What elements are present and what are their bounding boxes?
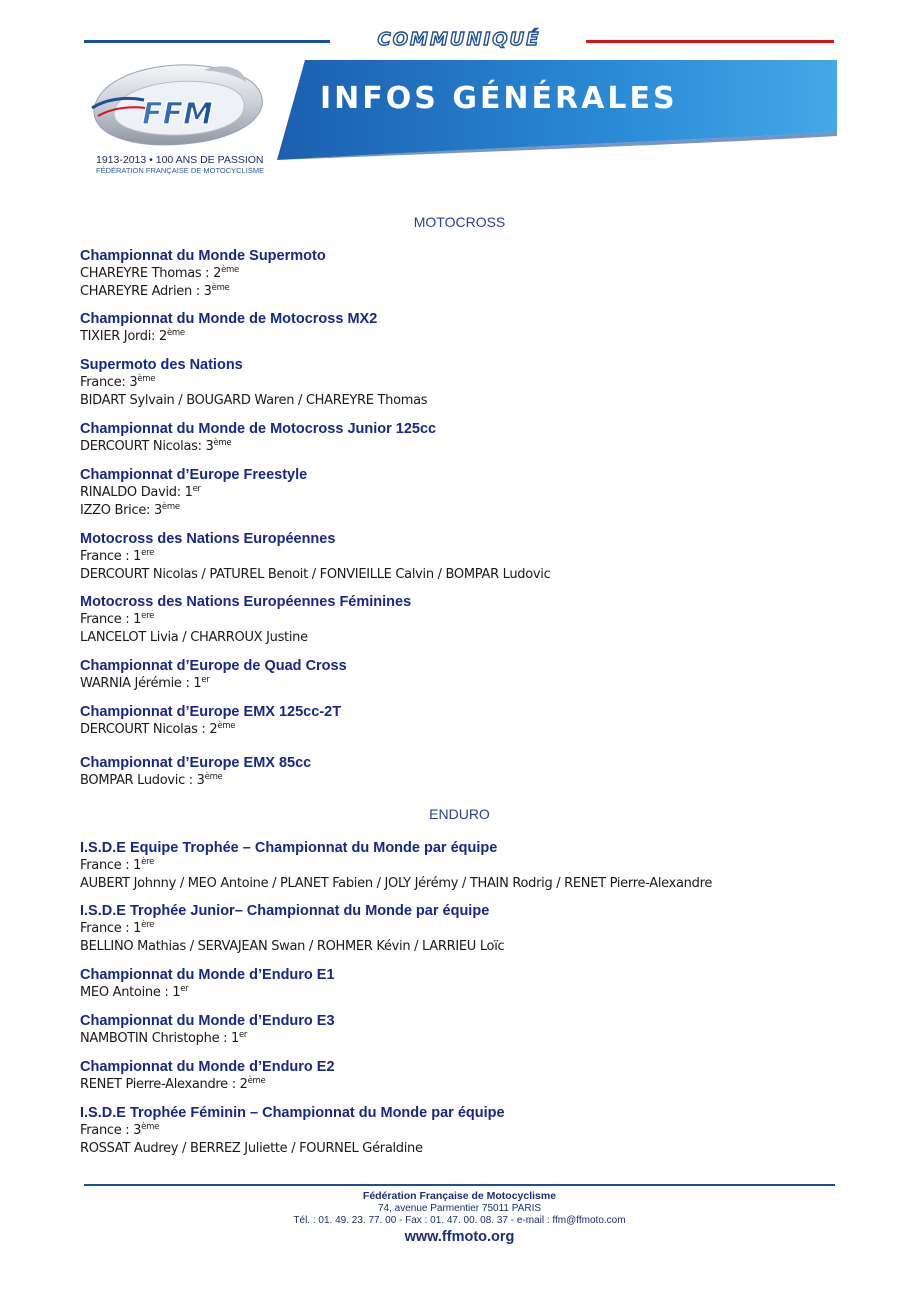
entry-line: NAMBOTIN Christophe : 1er — [80, 1030, 248, 1046]
entry-emx-85 — [80, 755, 840, 790]
entry-line: DERCOURT Nicolas / PATUREL Benoit / FONVIEILLE Calvin / BOMPAR Ludovic — [80, 567, 551, 582]
entry-supermoto-nations — [80, 357, 840, 410]
footer-address: 74, avenue Parmentier 75011 PARIS — [377, 1203, 542, 1214]
entry-line: France: 3ème — [80, 374, 156, 390]
entry-enduro-e2 — [80, 1059, 840, 1094]
entry-title: I.S.D.E Trophée Féminin – Championnat du Monde par équipe — [80, 1105, 505, 1121]
entry-quad-cross — [80, 658, 840, 693]
entry-line: France : 1ere — [80, 611, 155, 627]
entry-line: DERCOURT Nicolas : 2ème — [80, 721, 236, 737]
entry-title: Motocross des Nations Européennes — [80, 531, 336, 547]
communique-label: COMMUNIQUÉ — [377, 29, 541, 50]
entry-title: Championnat du Monde d’Enduro E2 — [80, 1059, 335, 1075]
entry-line: DERCOURT Nicolas: 3ème — [80, 438, 232, 454]
entry-line: IZZO Brice: 3ème — [80, 502, 180, 518]
logo-caption-federation: FÉDÉRATION FRANÇAISE DE MOTOCYCLISME — [96, 166, 265, 175]
footer-website-link[interactable]: www.ffmoto.org — [404, 1229, 515, 1245]
entry-line: France : 1ère — [80, 920, 155, 936]
entry-mx-nations-europe-women — [80, 594, 840, 647]
entry-line: France : 3ème — [80, 1122, 159, 1138]
entry-title: Championnat d’Europe Freestyle — [80, 467, 308, 483]
entry-isde-junior — [80, 903, 840, 956]
entry-title: Championnat d’Europe EMX 125cc-2T — [80, 704, 342, 720]
entry-mx2-world — [80, 311, 840, 346]
entry-title: Supermoto des Nations — [80, 357, 243, 373]
entry-line: RENET Pierre-Alexandre : 2ème — [80, 1076, 266, 1092]
entry-line: BIDART Sylvain / BOUGARD Waren / CHAREYRE Thomas — [80, 393, 428, 408]
footer-rule — [84, 1184, 835, 1186]
entry-title: Championnat d’Europe EMX 85cc — [80, 755, 312, 771]
header-rule-blue — [84, 40, 330, 43]
entry-isde-women — [80, 1105, 840, 1158]
entry-enduro-e1 — [80, 967, 840, 1002]
entry-enduro-e3 — [80, 1013, 840, 1048]
entry-line: CHAREYRE Thomas : 2ème — [80, 265, 239, 281]
entry-title: Championnat du Monde de Motocross Junior 125cc — [80, 421, 437, 437]
entry-title: Motocross des Nations Européennes Féminines — [80, 594, 412, 610]
entry-title: I.S.D.E Trophée Junior– Championnat du Monde par équipe — [80, 903, 490, 919]
section-title-motocross: MOTOCROSS — [413, 214, 506, 230]
entry-line: ROSSAT Audrey / BERREZ Juliette / FOURNEL Géraldine — [80, 1141, 423, 1156]
entry-line: France : 1ere — [80, 548, 155, 564]
entry-isde-trophy — [80, 840, 840, 893]
entry-title: Championnat du Monde de Motocross MX2 — [80, 311, 378, 327]
entry-line: BOMPAR Ludovic : 3ème — [80, 772, 223, 788]
entry-line: MEO Antoine : 1er — [80, 984, 189, 1000]
entry-line: AUBERT Johnny / MEO Antoine / PLANET Fabien / JOLY Jérémy / THAIN Rodrig / RENET Pierre-Alexandre — [80, 876, 713, 891]
entry-line: LANCELOT Livia / CHARROUX Justine — [80, 630, 308, 645]
entry-line: France : 1ère — [80, 857, 155, 873]
ffm-logo-graphic — [84, 58, 274, 153]
entry-mx-nations-europe — [80, 531, 840, 584]
logo-caption-anniversary: 1913-2013 • 100 ANS DE PASSION — [96, 154, 264, 166]
entry-emx-125 — [80, 704, 840, 739]
entry-title: Championnat d’Europe de Quad Cross — [80, 658, 347, 674]
entry-line: BELLINO Mathias / SERVAJEAN Swan / ROHMER Kévin / LARRIEU Loïc — [80, 939, 505, 954]
entry-title: I.S.D.E Equipe Trophée – Championnat du Monde par équipe — [80, 840, 498, 856]
entry-europe-freestyle — [80, 467, 840, 520]
footer-org-name: Fédération Française de Motocyclisme — [362, 1190, 557, 1202]
entry-junior-125 — [80, 421, 840, 456]
entry-line: WARNIA Jérémie : 1er — [80, 675, 210, 691]
banner-title: INFOS GÉNÉRALES — [320, 81, 678, 116]
entry-line: TIXIER Jordi: 2ème — [80, 328, 185, 344]
section-title-enduro: ENDURO — [429, 806, 490, 822]
entry-supermoto-world — [80, 248, 840, 301]
entry-title: Championnat du Monde d’Enduro E1 — [80, 967, 335, 983]
entry-line: CHAREYRE Adrien : 3ème — [80, 283, 230, 299]
entry-line: RINALDO David: 1er — [80, 484, 201, 500]
entry-title: Championnat du Monde Supermoto — [80, 248, 326, 264]
ffm-logo-text: FFM — [142, 97, 213, 132]
footer-contact: Tél. : 01. 49. 23. 77. 00 - Fax : 01. 47. 00. 08. 37 - e-mail : ffm@ffmoto.com — [293, 1215, 626, 1226]
entry-title: Championnat du Monde d’Enduro E3 — [80, 1013, 335, 1029]
header-rule-red — [586, 40, 834, 43]
